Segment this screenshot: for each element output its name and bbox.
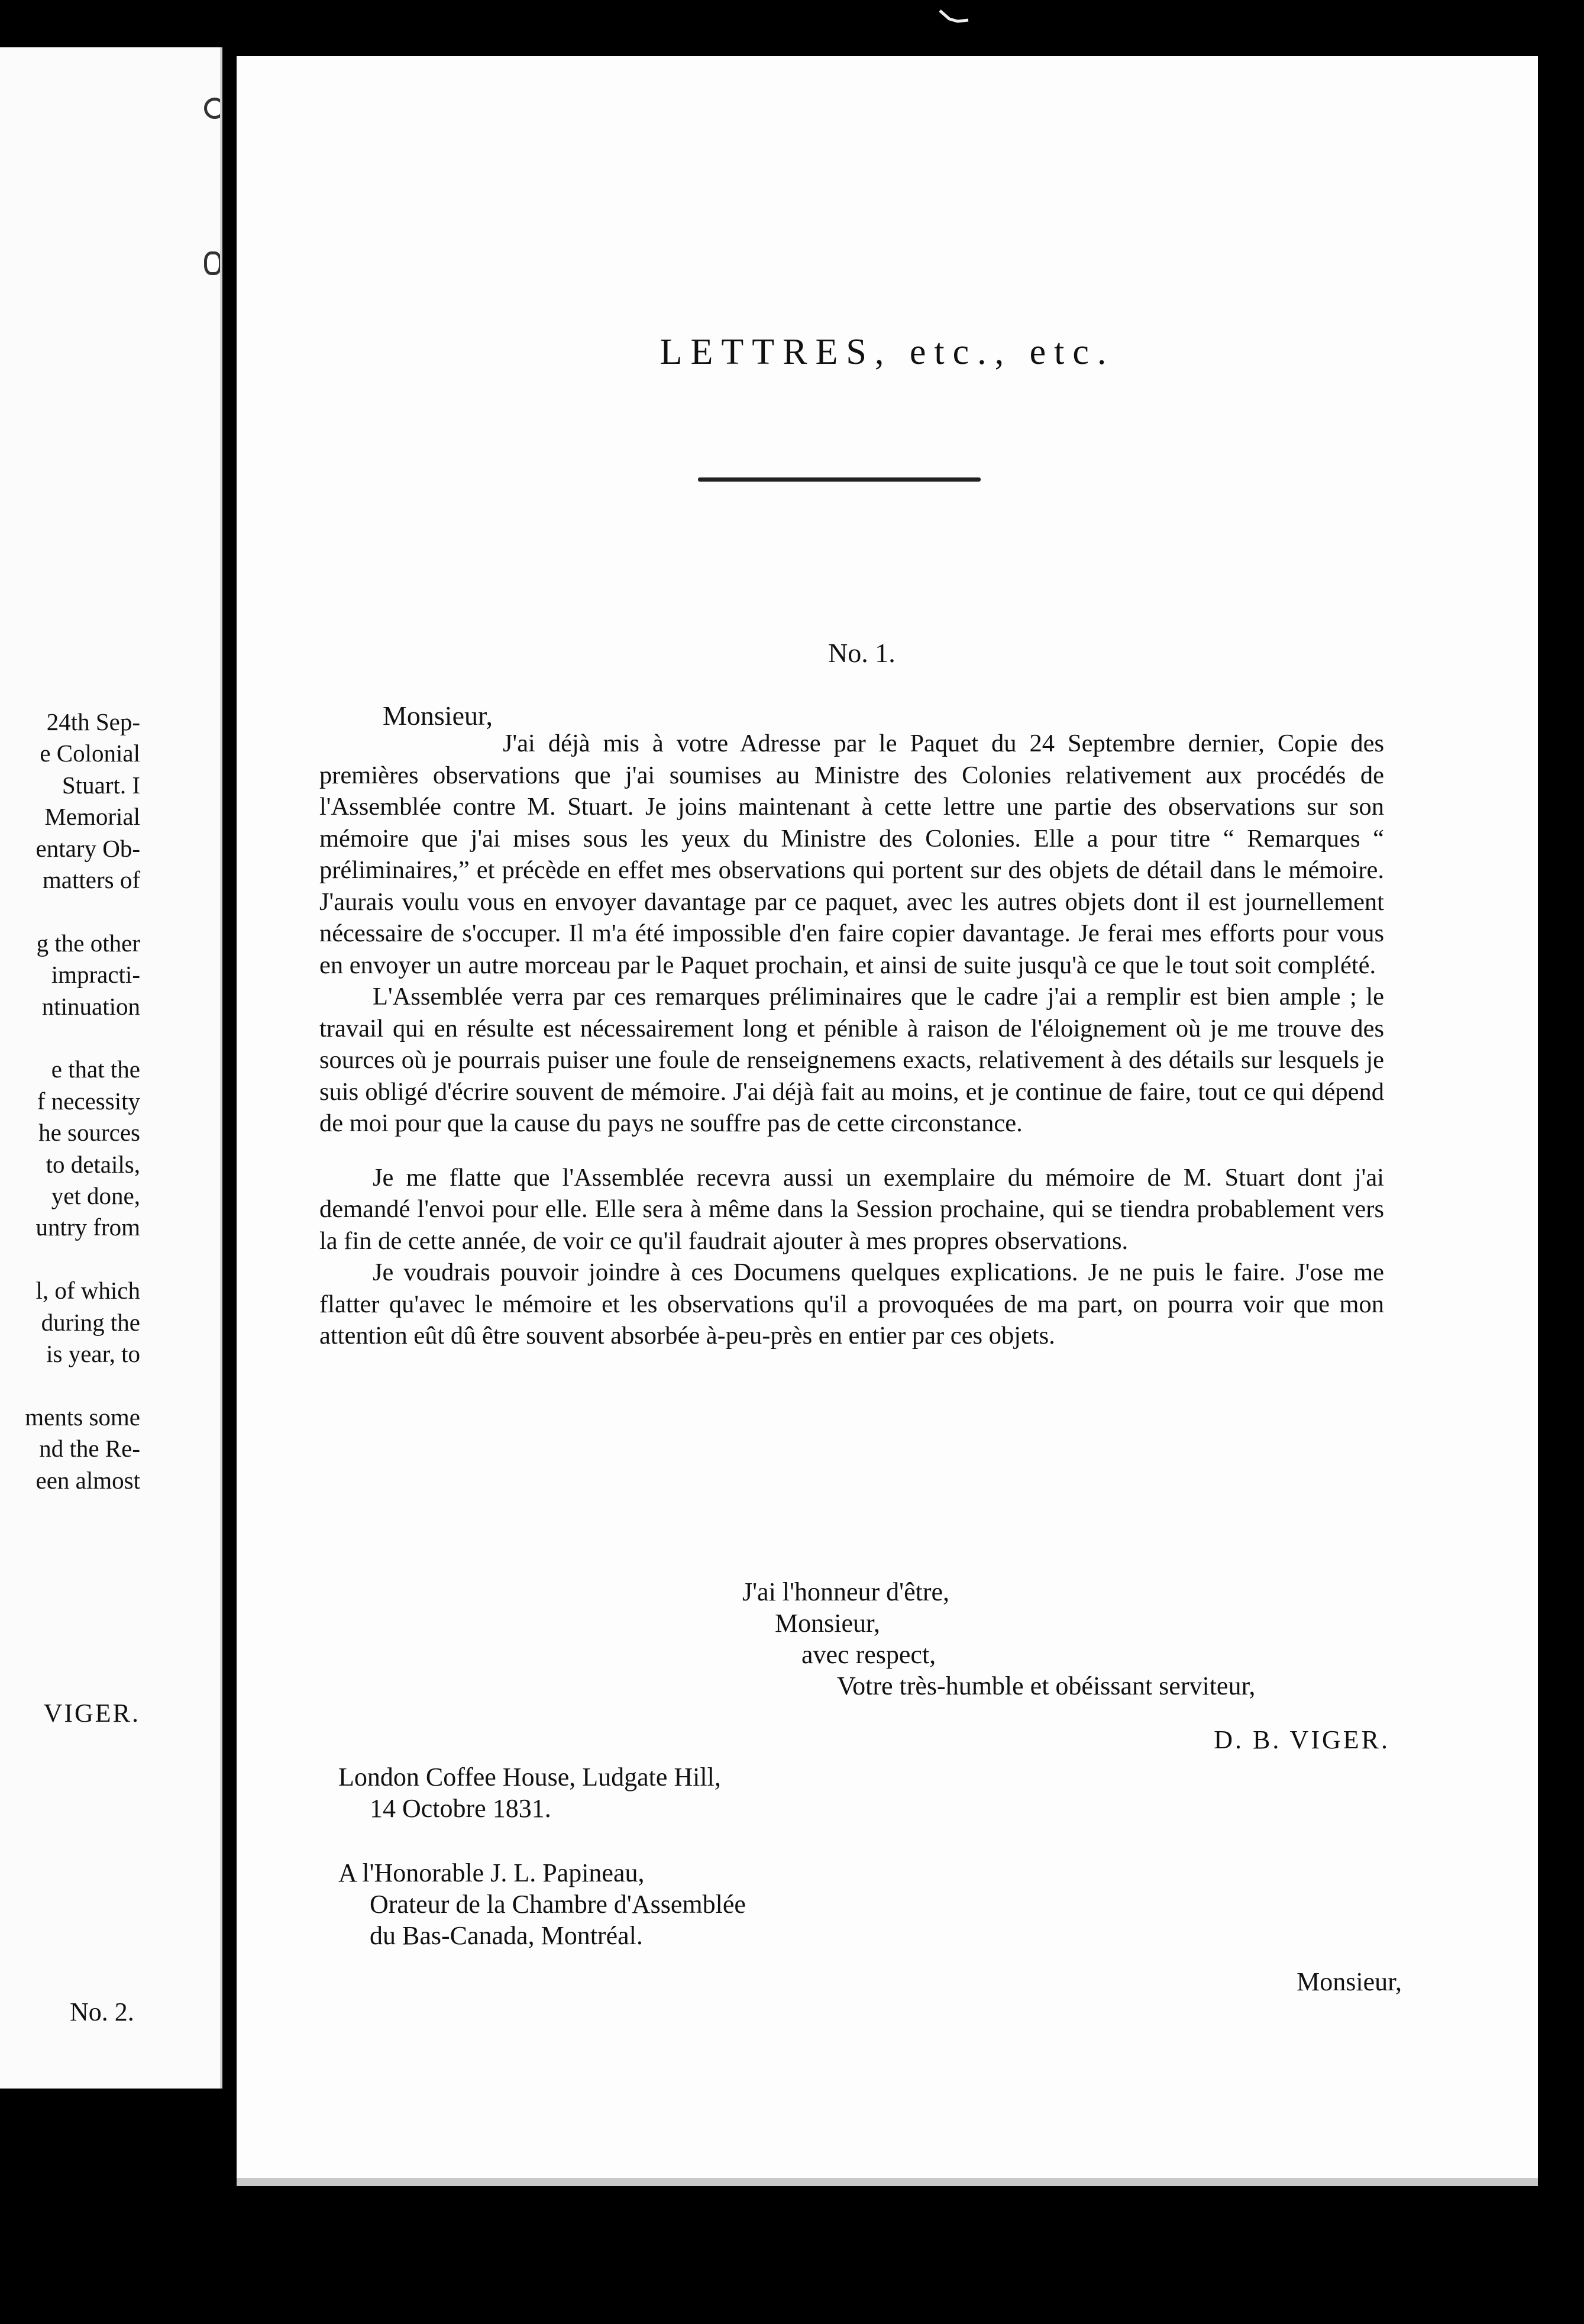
right-page xyxy=(237,56,1538,2186)
binding-hole xyxy=(204,98,222,119)
place-date: 14 Octobre 1831. xyxy=(370,1794,551,1823)
binding-hole xyxy=(204,251,222,275)
letter-number: No. 1. xyxy=(828,638,896,668)
page-title: LETTRES, etc., etc. xyxy=(660,332,1115,372)
closing-line-1: J'ai l'honneur d'être, xyxy=(742,1577,950,1606)
left-fragment-line: een almost xyxy=(35,1466,140,1494)
left-fragment-line: 24th Sep- xyxy=(46,708,140,735)
letter-body xyxy=(319,728,1384,1352)
paragraph-3: Je me flatte que l'Assemblée recevra aussi un exemplaire du mémoire de M. Stuart dont j'ai demandé l'envoi pour elle. Elle sera à même dans la Session prochaine, qui se tiendra probablement vers la fin de cette année, de voir ce qu'il faudrait ajouter à mes propres observations. xyxy=(319,1163,1384,1255)
left-fragment-line: e Colonial xyxy=(40,740,140,767)
title-rule xyxy=(698,477,981,482)
left-fragment-line: yet done, xyxy=(51,1182,140,1209)
place-line-1: London Coffee House, Ludgate Hill, xyxy=(338,1763,721,1792)
left-fragment-line: g the other xyxy=(36,929,140,957)
signature: D. B. VIGER. xyxy=(1214,1725,1390,1754)
left-fragment-line: to details, xyxy=(46,1150,140,1178)
left-fragment-line: nd the Re- xyxy=(39,1435,140,1463)
left-fragment-line: e that the xyxy=(51,1056,140,1083)
left-page-fragment xyxy=(0,47,222,2089)
left-fragment-line: Memorial xyxy=(44,803,140,831)
left-fragment-line: f necessity xyxy=(37,1087,140,1115)
paragraph-1: J'ai déjà mis à votre Adresse par le Paquet du 24 Septembre dernier, Copie des premières observations que j'ai soumises au Ministre des Colonies relativement aux procédés de l'Assemblée contre M. Stuart. Je joins maintenant à cette lettre une partie des observations sur son mémoire que j'ai mises sous les yeux du Ministre des Colonies. Elle a pour titre “ Remarques “ préliminaires,” et précède en effet mes observations qui portent sur des objets de détail dans le mémoire. J'aurais voulu vous en envoyer davantage par ce paquet, avec les autres objets dont il est journellement nécessaire de s'occuper. Il m'a été impossible d'en faire copier davantage. Je ferai mes efforts pour vous en envoyer un autre morceau par le Paquet prochain, et ainsi de suite jusqu'à ce que le tout soit complété. xyxy=(319,730,1384,979)
closing-line-4: Votre très-humble et obéissant serviteur, xyxy=(837,1671,1256,1700)
closing-line-2: Monsieur, xyxy=(775,1609,880,1638)
left-fragment-line: entary Ob- xyxy=(35,834,140,862)
left-fragment-line: untry from xyxy=(35,1213,140,1241)
left-fragment-line: ntinuation xyxy=(41,992,140,1020)
left-page-ref: No. 2. xyxy=(70,1997,134,2026)
left-fragment-line: l, of which xyxy=(35,1277,140,1305)
left-fragment-line: during the xyxy=(41,1308,140,1336)
paragraph-2: L'Assemblée verra par ces remarques préliminaires que le cadre j'ai a remplir est bien ample ; le travail qui en résulte est nécessairement long et pénible à raison de l'éloignement où je me trouve des sources où je pourrais puiser une foule de renseignemens exacts, relativement à des détails sur lesquels je suis obligé d'écrire souvent de mémoire. J'ai déjà fait au moins, et je continue de faire, tout ce qui dépend de moi pour que la cause du pays ne souffre pas de cette circonstance. xyxy=(319,983,1384,1137)
catchword: Monsieur, xyxy=(1297,1967,1402,1996)
left-signature-fragment: VIGER. xyxy=(43,1699,140,1728)
closing-line-3: avec respect, xyxy=(801,1640,936,1669)
addressee-line-1: A l'Honorable J. L. Papineau, xyxy=(338,1858,645,1887)
left-fragment-line: is year, to xyxy=(46,1340,140,1367)
addressee-line-3: du Bas-Canada, Montréal. xyxy=(370,1921,643,1950)
left-fragment-line: matters of xyxy=(42,866,140,893)
addressee-line-2: Orateur de la Chambre d'Assemblée xyxy=(370,1890,746,1919)
salutation: Monsieur, xyxy=(383,701,493,731)
top-scan-mark xyxy=(938,6,973,30)
left-fragment-line: he sources xyxy=(38,1119,140,1147)
paragraph-4: Je voudrais pouvoir joindre à ces Documens quelques explications. Je ne puis le faire. J'ose me flatter qu'avec le mémoire et les observations qu'il a provoquées de ma part, on pourra voir que mon attention eût dû être souvent absorbée à-peu-près en entier par ces objets. xyxy=(319,1258,1384,1350)
left-fragment-line: Stuart. I xyxy=(62,771,140,799)
left-fragment-line: impracti- xyxy=(51,961,140,989)
left-fragment-line: ments some xyxy=(25,1403,140,1431)
